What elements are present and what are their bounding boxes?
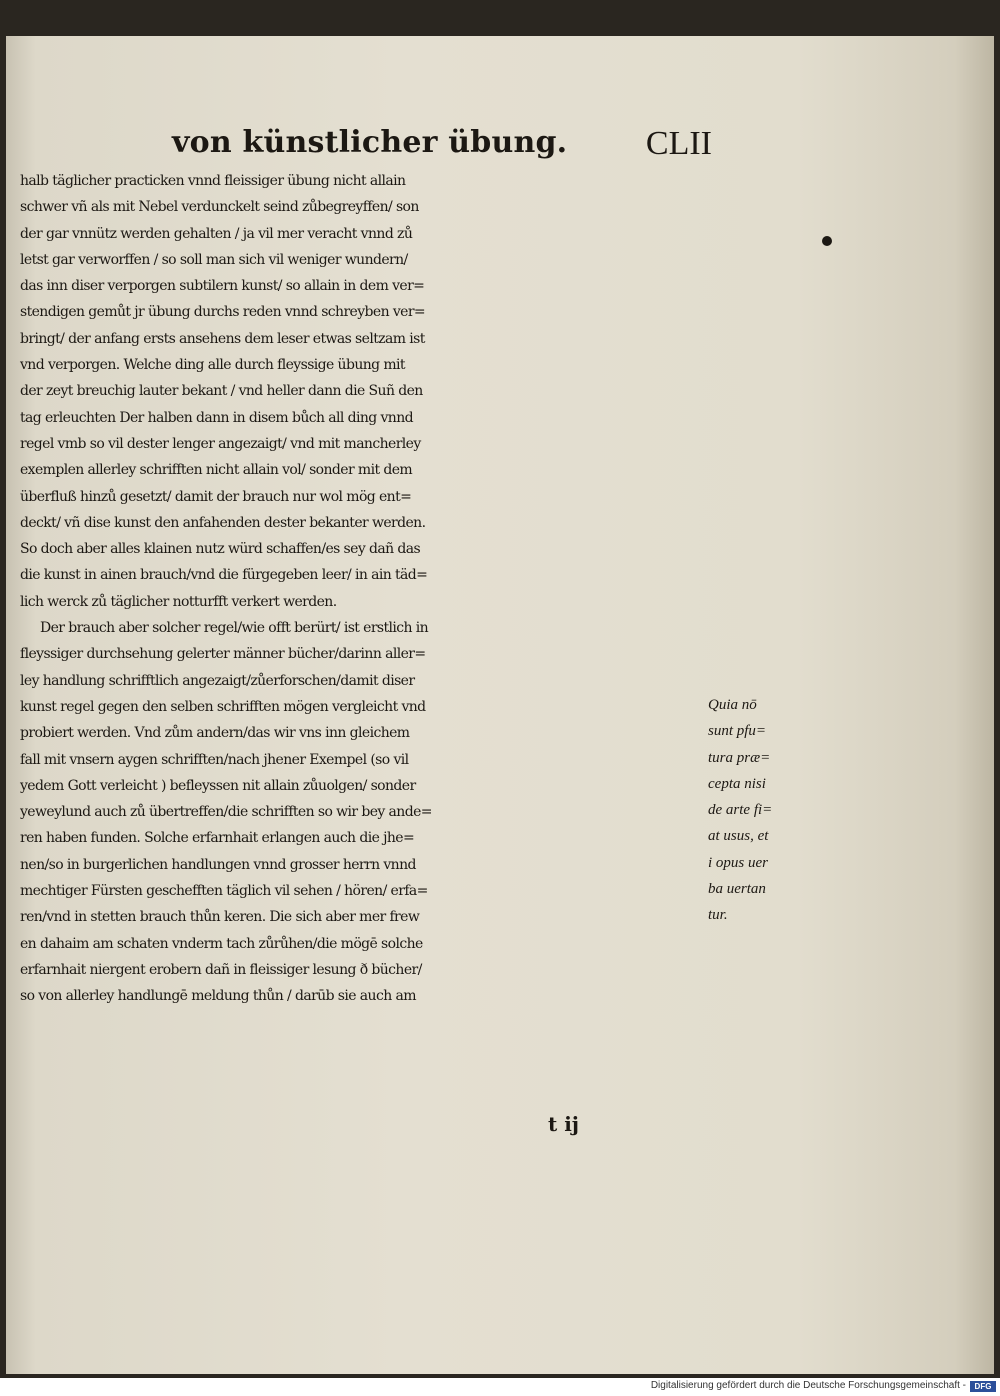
text-line: regel vmb so vil dester lenger angezaigt/ vnd mit mancherley	[20, 435, 421, 452]
text-line: überfluß hinzů gesetzt/ damit der brauch nur wol mög ent=	[20, 488, 412, 505]
text-line: tag erleuchten Der halben dann in disem bůch all ding vnnd	[20, 409, 413, 426]
dfg-logo: DFG	[970, 1381, 996, 1392]
ink-spot	[822, 236, 832, 246]
text-line: der zeyt breuchig lauter bekant / vnd heller dann die Suñ den	[20, 383, 423, 400]
text-line: Der brauch aber solcher regel/wie offt berürt/ ist erstlich in	[40, 620, 429, 637]
marginal-note-line: i opus uer	[708, 854, 768, 871]
marginal-note-line: tur.	[708, 907, 728, 924]
text-line: yeweylund auch zů übertreffen/die schrifften so wir bey ande=	[20, 804, 432, 821]
marginal-note-line: tura præ=	[708, 749, 771, 766]
marginal-note-line: Quia nō	[708, 697, 757, 713]
folio-number: CLII	[645, 125, 712, 162]
text-line: erfarnhait niergent erobern dañ in fleissiger lesung ð bücher/	[20, 961, 422, 978]
marginal-note-line: at usus, et	[708, 828, 769, 845]
text-line: probiert werden. Vnd zům andern/das wir vns inn gleichem	[20, 725, 410, 742]
text-line: die kunst in ainen brauch/vnd die fürgegeben leer/ in ain täd=	[20, 567, 428, 584]
text-line: lich werck zů täglicher notturfft verkert werden.	[20, 593, 337, 610]
text-line: kunst regel gegen den selben schrifften mögen vergleicht vnd	[20, 698, 426, 715]
text-line: ley handlung schrifftlich angezaigt/zůerforschen/damit diser	[20, 672, 415, 689]
marginal-note-line: ba uertan	[708, 881, 766, 898]
text-line: der gar vnnütz werden gehalten / ja vil mer veracht vnnd zů	[20, 225, 413, 242]
text-line: So doch aber alles klainen nutz würd schaffen/es sey dañ das	[20, 541, 421, 558]
text-line: yedem Gott verleicht ) befleyssen nit allain zůuolgen/ sonder	[20, 777, 416, 794]
text-line: so von allerley handlungē meldung thůn / darūb sie auch am	[20, 988, 416, 1005]
text-line: ren/vnd in stetten brauch thůn keren. Die sich aber mer frew	[20, 909, 420, 926]
text-line: schwer vñ als mit Nebel verdunckelt seind zůbegreyffen/ son	[20, 199, 419, 216]
text-line: mechtiger Fürsten geschefften täglich vil sehen / hören/ erfa=	[20, 883, 428, 900]
text-line: ren haben funden. Solche erfarnhait erlangen auch die jhe=	[20, 830, 415, 847]
text-line: fall mit vnsern aygen schrifften/nach jhener Exempel (so vil	[20, 751, 409, 768]
running-head: von künstlicher übung.	[172, 125, 568, 160]
text-line: deckt/ vñ dise kunst den anfahenden dester bekanter werden.	[20, 514, 426, 531]
text-line: nen/so in burgerlichen handlungen vnnd grosser herrn vnnd	[20, 856, 416, 873]
text-line: bringt/ der anfang ersts ansehens dem leser etwas seltzam ist	[20, 330, 425, 347]
funding-credit: Digitalisierung gefördert durch die Deutsche Forschungsgemeinschaft -	[650, 1380, 966, 1391]
body-text	[20, 168, 704, 1010]
page-header	[172, 125, 712, 171]
text-line: das inn diser verporgen subtilern kunst/ so allain in dem ver=	[20, 278, 425, 295]
text-line: halb täglicher practicken vnnd fleissiger übung nicht allain	[20, 173, 406, 189]
text-line: stendigen gemůt jr übung durchs reden vnnd schreyben ver=	[20, 304, 426, 321]
marginal-note-line: de arte fi=	[708, 802, 773, 819]
text-line: letst gar verworffen / so soll man sich vil weniger wundern/	[20, 251, 408, 268]
text-line: fleyssiger durchsehung gelerter männer bücher/darinn aller=	[20, 646, 426, 663]
text-line: vnd verporgen. Welche ding alle durch fleyssige übung mit	[20, 357, 405, 374]
text-line: exemplen allerley schrifften nicht allain vol/ sonder mit dem	[20, 462, 413, 479]
text-line: en dahaim am schaten vnderm tach zůrůhen/die mögē solche	[20, 935, 423, 952]
marginal-note-line: sunt pfu=	[708, 723, 767, 740]
marginal-note	[708, 692, 788, 929]
footer-bar	[0, 1378, 1000, 1396]
signature-mark: t ij	[548, 1112, 580, 1136]
marginal-note-line: cepta nisi	[708, 775, 766, 792]
